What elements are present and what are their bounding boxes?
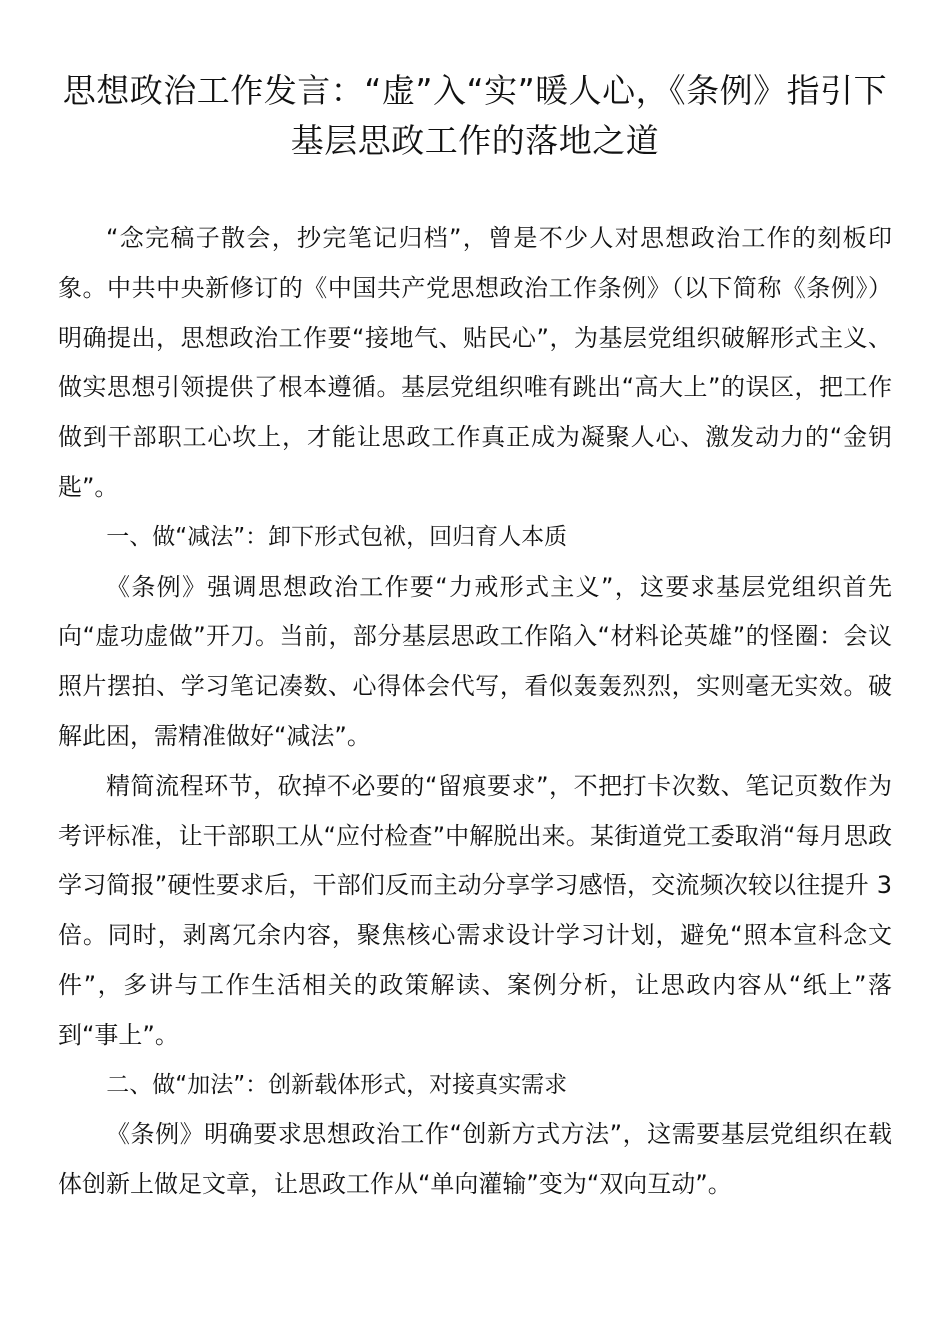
document-title: 思想政治工作发言：“虚”入“实”暖人心，《条例》指引下基层思政工作的落地之道: [62, 71, 888, 160]
document-body: [58, 214, 892, 1210]
section-heading-addition: 二、做“加法”：创新载体形式，对接真实需求: [106, 1071, 568, 1098]
intro-paragraph: “念完稿子散会，抄完笔记归档”，曾是不少人对思想政治工作的刻板印象。中共中央新修订的《中国共产党思想政治工作条例》（以下简称《条例》）明确提出，思想政治工作要“接地气、贴民心”，为基层党组织破解形式主义、做实思想引领提供了根本遵循。基层党组织唯有跳出“高大上”的误区，把工作做到干部职工心坎上，才能让思政工作真正成为凝聚人心、激发动力的“金钥匙”。: [58, 224, 892, 501]
body-paragraph: 《条例》强调思想政治工作要“力戒形式主义”，这要求基层党组织首先向“虚功虚做”开刀。当前，部分基层思政工作陷入“材料论英雄”的怪圈：会议照片摆拍、学习笔记凑数、心得体会代写，看似轰轰烈烈，实则毫无实效。破解此困，需精准做好“减法”。: [58, 572, 892, 750]
body-paragraph: 精简流程环节，砍掉不必要的“留痕要求”，不把打卡次数、笔记页数作为考评标准，让干部职工从“应付检查”中解脱出来。某街道党工委取消“每月思政学习简报”硬性要求后，干部们反而主动分享学习感悟，交流频次较以往提升 3 倍。同时，剥离冗余内容，聚焦核心需求设计学习计划，避免“照本宣科念文件”，多讲与工作生活相关的政策解读、案例分析，让思政内容从“纸上”落到“事上”。: [58, 771, 892, 1049]
section-heading-subtraction: 一、做“减法”：卸下形式包袱，回归育人本质: [106, 523, 568, 550]
body-paragraph: 《条例》明确要求思想政治工作“创新方式方法”，这需要基层党组织在载体创新上做足文章，让思政工作从“单向灌输”变为“双向互动”。: [58, 1120, 892, 1199]
